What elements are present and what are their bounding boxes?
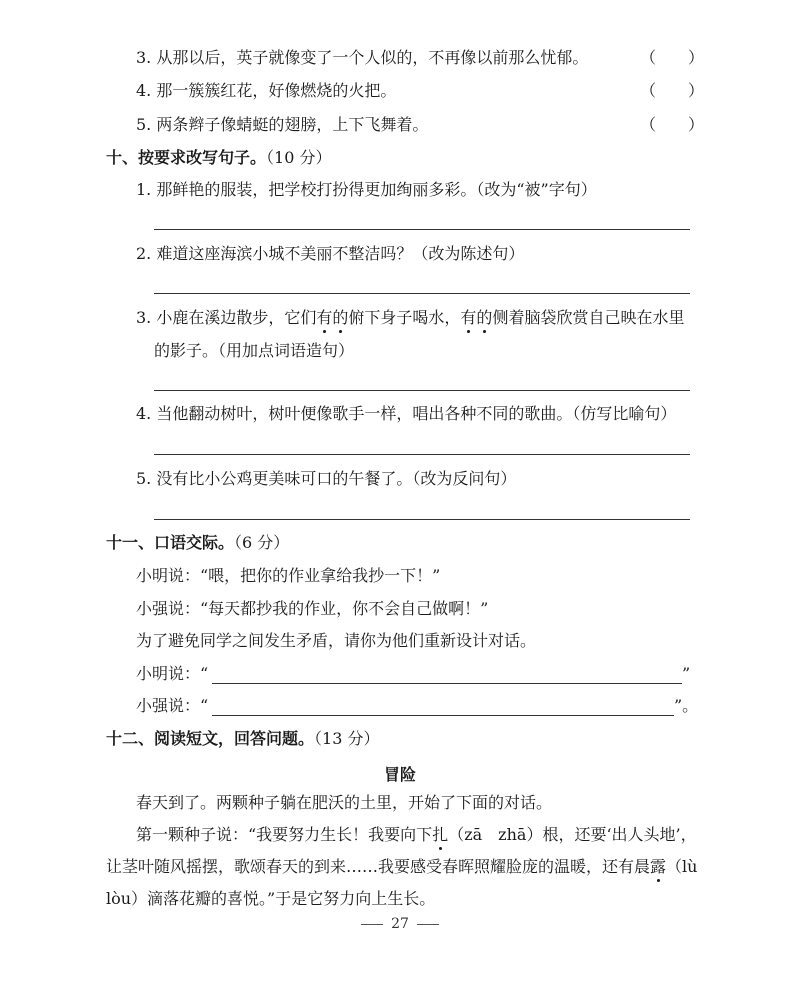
rewrite-question-1: 1. 那鲜艳的服装，把学校打扮得更加绚丽多彩。（改为“被”字句） (136, 180, 597, 199)
passage-paragraph-1: 春天到了。两颗种子躺在肥沃的土里，开始了下面的对话。 (136, 793, 553, 812)
answer-bracket-5[interactable]: （ ） (640, 115, 705, 134)
xiaoming-answer-line[interactable] (212, 683, 682, 684)
dialogue-line-2: 小强说：“每天都抄我的作业，你不会自己做啊！” (136, 599, 489, 618)
rewrite-question-5: 5. 没有比小公鸡更美味可口的午餐了。（改为反问句） (136, 469, 517, 488)
section-12-title: 十二、阅读短文，回答问题。 (106, 729, 315, 748)
section-11-title: 十一、口语交际。 (106, 533, 235, 552)
dotted-char: 有 (460, 308, 477, 327)
page-number (0, 916, 800, 932)
xiaoqiang-close-quote: ”。 (674, 696, 699, 715)
dotted-char: 有 (316, 308, 333, 327)
passage-paragraph-2-line2 (106, 857, 697, 877)
passage-paragraph-2-line3: lòu）滴落花瓣的喜悦。”于是它努力向上生长。 (106, 889, 436, 908)
p2-text-a: 第一颗种子说：“我要努力生长！我要向下 (136, 825, 433, 844)
q3-text-c: 侧着脑袋欣赏自己映在水里 (492, 308, 685, 327)
section-10-title: 十、按要求改写句子。 (106, 148, 267, 167)
xiaoqiang-label: 小强说：“ (136, 696, 209, 715)
answer-line-3[interactable] (154, 390, 690, 391)
section-11-score: （6 分） (234, 533, 290, 552)
answer-line-5[interactable] (154, 519, 690, 520)
answer-bracket-4[interactable]: （ ） (640, 81, 705, 100)
q3-text-b: 俯下身子喝水， (348, 308, 461, 327)
dotted-char: 露 (650, 857, 667, 876)
dash-right (417, 924, 439, 925)
answer-line-4[interactable] (154, 454, 690, 455)
xiaoming-label: 小明说：“ (136, 664, 209, 683)
xiaoqiang-answer-line[interactable] (212, 715, 674, 716)
judge-item-3: 3. 从那以后，英子就像变了一个人似的，不再像以前那么忧郁。 (136, 48, 589, 67)
answer-line-1[interactable] (154, 229, 690, 230)
section-10-heading (106, 148, 331, 168)
passage-paragraph-2 (136, 825, 697, 845)
passage-title: 冒险 (383, 765, 416, 784)
dialogue-line-1: 小明说：“喂，把你的作业拿给我抄一下！” (136, 566, 441, 585)
judge-item-4: 4. 那一簇簇红花，好像燃烧的火把。 (136, 81, 397, 100)
instruction-line: 为了避免同学之间发生矛盾，请你为他们重新设计对话。 (136, 631, 537, 650)
rewrite-question-3 (136, 308, 684, 328)
rewrite-question-2: 2. 难道这座海滨小城不美丽不整洁吗？（改为陈述句） (136, 244, 525, 263)
p3-text-a: 让茎叶随风摇摆，歌颂春天的到来……我要感受春晖照耀脸庞的温暖，还有晨 (106, 857, 651, 876)
dotted-char: 扎 (432, 825, 449, 844)
section-11-heading (106, 533, 289, 553)
section-12-score: （13 分） (314, 729, 380, 748)
section-10-score: （10 分） (266, 148, 332, 167)
section-12-heading (106, 729, 379, 749)
p2-text-b: （zā zhā）根，还要‘出人头地’， (448, 825, 697, 844)
dash-left (361, 924, 383, 925)
answer-line-2[interactable] (154, 293, 690, 294)
dotted-char: 的 (332, 308, 349, 327)
xiaoming-close-quote: ” (682, 664, 691, 683)
judge-item-5: 5. 两条辫子像蜻蜓的翅膀，上下飞舞着。 (136, 115, 429, 134)
rewrite-question-3-line2: 的影子。（用加点词语造句） (154, 341, 355, 360)
q3-text-a: 3. 小鹿在溪边散步，它们 (136, 308, 317, 327)
rewrite-question-4: 4. 当他翻动树叶，树叶便像歌手一样，唱出各种不同的歌曲。（仿写比喻句） (136, 404, 677, 423)
answer-bracket-3[interactable]: （ ） (640, 48, 705, 67)
dotted-char: 的 (476, 308, 493, 327)
p3-text-b: （lù (666, 857, 698, 876)
page-number-text: 27 (391, 916, 409, 932)
